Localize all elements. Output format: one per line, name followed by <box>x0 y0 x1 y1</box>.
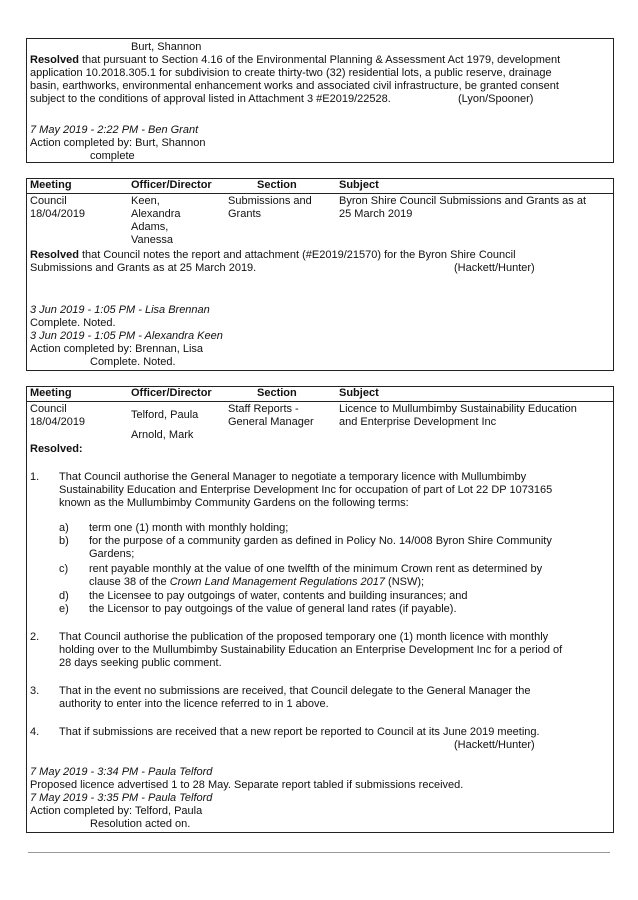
subject-cell: Byron Shire Council Submissions and Grants as at 25 March 2019 <box>339 195 587 220</box>
sub-letter: c) <box>59 563 69 575</box>
log-action: Action completed by: Telford, Paula <box>30 805 203 817</box>
sub-letter: d) <box>59 590 69 602</box>
movers: (Hackett/Hunter) <box>454 262 535 274</box>
log-action: Action completed by: Brennan, Lisa <box>30 343 204 355</box>
resolution-text: Resolved that pursuant to Section 4.16 of the Environmental Planning & Assessment Act 1979, development application 10.2018.305.1 for subdivision to create thirty-two (32) residential lots, a public reserve, drainage basin, earthworks, environmental enhancement works and associated civil infrastructure, be granted consent subject to the conditions of approval listed in Attachment 3 #E2019/22528. (Lyon/Spooner) <box>30 54 561 105</box>
table-header <box>27 179 613 194</box>
log-stamp: 3 Jun 2019 - 1:05 PM - Alexandra Keen <box>30 330 223 342</box>
header-section: Section <box>257 179 297 191</box>
header-officer: Officer/Director <box>131 387 212 399</box>
header-section: Section <box>257 387 297 399</box>
sub-item: for the purpose of a community garden as defined in Policy No. 14/008 Byron Shire Community Gardens; <box>89 535 552 560</box>
log-action-detail: complete <box>90 150 135 162</box>
subject-cell: Licence to Mullumbimby Sustainability Education and Enterprise Development Inc <box>339 403 577 428</box>
resolution-text: Resolved that Council notes the report and attachment (#E2019/21570) for the Byron Shire Council Submissions and Grants as at 25 March 2019. (Hackett/Hunter) <box>30 249 535 274</box>
list-item: That Council authorise the publication of the proposed temporary one (1) month licence with monthly holding over to the Mullumbimby Sustainability Education an Enterprise Development Inc for a period of 28 days seeking public comment. <box>59 631 563 669</box>
log-text: Proposed licence advertised 1 to 28 May. Separate report tabled if submissions received. <box>30 779 464 791</box>
sub-item: rent payable monthly at the value of one twelfth of the minimum Crown rent as determined by clause 38 of the Crown Land Management Regulations 2017 (NSW); <box>89 563 543 588</box>
list-number: 4. <box>30 726 40 738</box>
resolved-word: Resolved <box>30 54 79 66</box>
log-text: Complete. Noted. <box>30 317 116 329</box>
movers: (Hackett/Hunter) <box>454 739 535 751</box>
header-meeting: Meeting <box>30 387 72 399</box>
resolution-block-3 <box>26 386 614 833</box>
sub-letter: e) <box>59 603 69 615</box>
officer-cell: Keen, Alexandra Adams, Vanessa <box>131 195 181 246</box>
list-number: 3. <box>30 685 40 697</box>
log-action: Action completed by: Burt, Shannon <box>30 137 206 149</box>
meeting-cell: Council 18/04/2019 <box>30 195 86 220</box>
log-stamp: 7 May 2019 - 3:35 PM - Paula Telford <box>30 792 213 804</box>
movers: (Lyon/Spooner) <box>458 93 534 105</box>
meeting-cell: Council 18/04/2019 <box>30 403 86 428</box>
sub-item: term one (1) month with monthly holding; <box>89 522 289 534</box>
resolution-block-2 <box>26 178 614 371</box>
section-cell: Staff Reports - General Manager <box>228 403 314 428</box>
log-action-detail: Resolution acted on. <box>90 818 191 830</box>
header-meeting: Meeting <box>30 179 72 191</box>
log-action-detail: Complete. Noted. <box>90 356 176 368</box>
list-item: That if submissions are received that a new report be reported to Council at its June 2019 meeting. <box>59 726 540 738</box>
sub-item: the Licensee to pay outgoings of water, contents and building insurances; and <box>89 590 468 602</box>
header-officer: Officer/Director <box>131 179 212 191</box>
footer-divider <box>28 852 610 853</box>
sub-letter: b) <box>59 535 69 547</box>
log-stamp: 7 May 2019 - 3:34 PM - Paula Telford <box>30 766 213 778</box>
resolution-block-1 <box>26 38 614 163</box>
resolved-word: Resolved <box>30 249 79 261</box>
section-cell: Submissions and Grants <box>228 195 312 220</box>
list-number: 1. <box>30 471 40 483</box>
sub-letter: a) <box>59 522 69 534</box>
resolved-label: Resolved: <box>30 443 83 455</box>
header-subject: Subject <box>339 387 379 399</box>
log-stamp: 3 Jun 2019 - 1:05 PM - Lisa Brennan <box>30 304 210 316</box>
list-item: That Council authorise the General Manager to negotiate a temporary licence with Mullumbimby Sustainability Education and Enterprise Development Inc for occupation of part of Lot 22 DP 1073165 known as the Mullumbimby Community Gardens on the following terms: <box>59 471 553 509</box>
log-stamp: 7 May 2019 - 2:22 PM - Ben Grant <box>30 124 199 136</box>
sub-item: the Licensor to pay outgoings of the value of general land rates (if payable). <box>89 603 457 615</box>
list-number: 2. <box>30 631 40 643</box>
officer-continuation: Burt, Shannon <box>131 41 202 53</box>
table-header <box>27 387 613 402</box>
header-subject: Subject <box>339 179 379 191</box>
list-item: That in the event no submissions are received, that Council delegate to the General Manager the authority to enter into the licence referred to in 1 above. <box>59 685 531 710</box>
officer-cell: Telford, Paula Arnold, Mark <box>131 409 199 441</box>
